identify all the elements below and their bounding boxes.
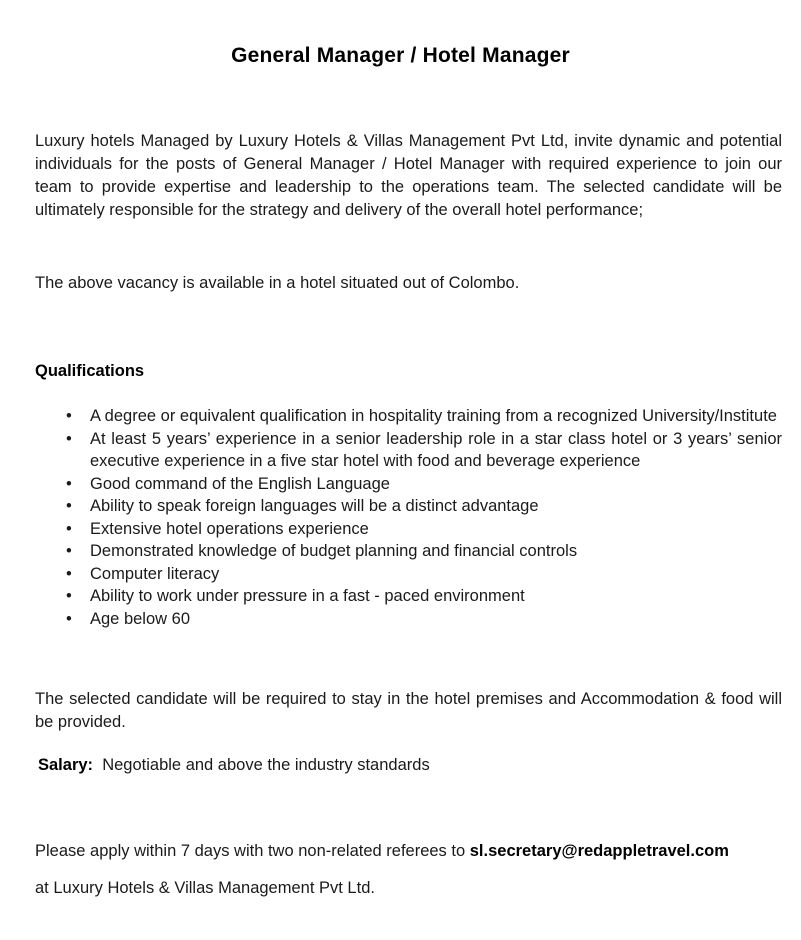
salary-line bbox=[38, 754, 782, 777]
list-item bbox=[35, 540, 782, 563]
apply-instruction bbox=[35, 840, 782, 863]
qualifications-list bbox=[35, 405, 782, 630]
list-item-label: At least 5 years’ experience in a senior leadership role in a star class hotel or 3 years’ senior executive experience in a five star hotel with food and beverage experience bbox=[90, 429, 782, 470]
bullet-icon: • bbox=[66, 407, 72, 425]
salary-value: Negotiable and above the industry standards bbox=[102, 756, 430, 774]
bullet-icon: • bbox=[66, 542, 72, 560]
availability-paragraph: The above vacancy is available in a hotel situated out of Colombo. bbox=[35, 274, 520, 292]
list-item-label: Ability to speak foreign languages will be a distinct advantage bbox=[90, 497, 539, 515]
contact-email[interactable]: sl.secretary@redappletravel.com bbox=[469, 842, 729, 860]
list-item bbox=[35, 428, 782, 473]
list-item-label: Extensive hotel operations experience bbox=[90, 519, 369, 538]
list-item-label: Age below 60 bbox=[90, 609, 190, 628]
list-item-label: Good command of the English Language bbox=[90, 474, 390, 493]
list-item bbox=[35, 563, 782, 586]
bullet-icon: • bbox=[66, 429, 72, 448]
bullet-icon: • bbox=[66, 474, 72, 493]
bullet-icon: • bbox=[66, 564, 72, 583]
list-item bbox=[35, 608, 782, 631]
qualifications-heading: Qualifications bbox=[35, 362, 145, 380]
list-item bbox=[35, 473, 782, 496]
bullet-icon: • bbox=[66, 497, 72, 515]
company-line: at Luxury Hotels & Villas Management Pvt Ltd. bbox=[35, 879, 375, 897]
list-item bbox=[35, 518, 782, 541]
list-item-label: Computer literacy bbox=[90, 564, 220, 583]
bullet-icon: • bbox=[66, 587, 72, 605]
list-item-label: Ability to work under pressure in a fast - paced environment bbox=[90, 587, 525, 605]
bullet-icon: • bbox=[66, 519, 72, 538]
intro-paragraph: Luxury hotels Managed by Luxury Hotels & Villas Management Pvt Ltd, invite dynamic and potential individuals for the posts of General Manager / Hotel Manager with required experience to join our team to provide expertise and leadership to the operations team. The selected candidate will be ultimately responsible for the strategy and delivery of the overall hotel performance; bbox=[35, 132, 782, 219]
list-item bbox=[35, 495, 782, 518]
bullet-icon: • bbox=[66, 609, 72, 628]
salary-label: Salary: bbox=[38, 756, 94, 774]
apply-prefix-text: Please apply within 7 days with two non-related referees to bbox=[35, 842, 470, 860]
list-item bbox=[35, 585, 782, 608]
accommodation-paragraph: The selected candidate will be required to stay in the hotel premises and Accommodation & food will be provided. bbox=[35, 690, 782, 731]
page-title: General Manager / Hotel Manager bbox=[231, 44, 570, 67]
list-item bbox=[35, 405, 782, 428]
list-item-label: Demonstrated knowledge of budget planning and financial controls bbox=[90, 542, 578, 560]
list-item-label: A degree or equivalent qualification in hospitality training from a recognized University/Institute bbox=[90, 407, 777, 425]
